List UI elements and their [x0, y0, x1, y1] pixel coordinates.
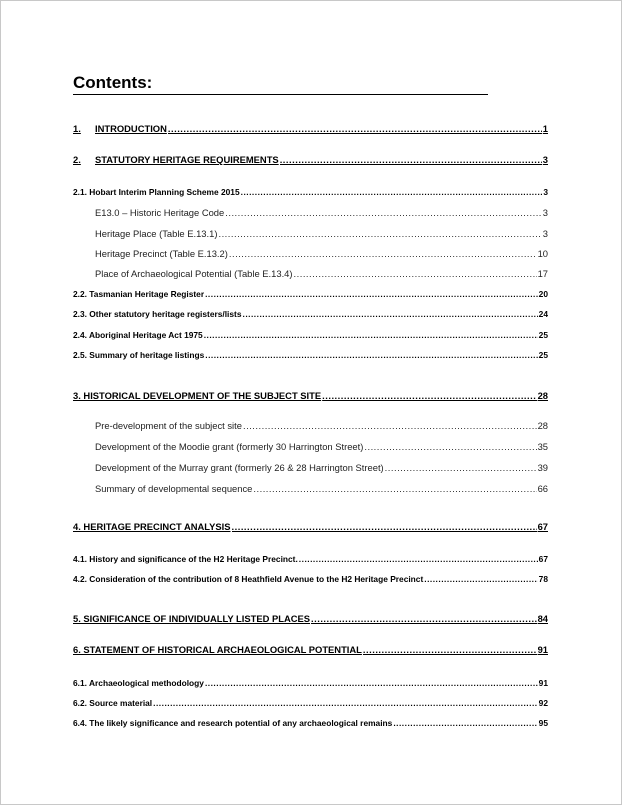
toc-page: 67: [538, 554, 548, 564]
toc-title: 2.3. Other statutory heritage registers/lists: [73, 309, 242, 319]
toc-entry-archaeological-potential[interactable]: [73, 643, 548, 656]
toc-number: 1.: [73, 123, 81, 134]
toc-leader: [229, 247, 537, 260]
toc-leader: [225, 206, 542, 219]
toc-entry-2-4[interactable]: [73, 329, 548, 342]
toc-leader: [153, 697, 538, 710]
toc-entry-2-5[interactable]: [73, 349, 548, 362]
toc-title: Pre-development of the subject site: [95, 420, 242, 431]
toc-leader: [299, 553, 538, 566]
toc-entry-4-1[interactable]: [73, 553, 548, 566]
toc-title: E13.0 – Historic Heritage Code: [95, 207, 225, 218]
toc-leader: [168, 122, 542, 135]
toc-leader: [280, 153, 542, 166]
toc-title: 6. STATEMENT OF HISTORICAL ARCHAEOLOGICAL POTENTIAL: [73, 644, 362, 655]
toc-entry-e13[interactable]: [95, 206, 548, 219]
toc-leader: [243, 419, 537, 432]
toc-leader: [205, 349, 537, 362]
toc-entry-introduction[interactable]: [73, 122, 548, 135]
toc-page: 95: [538, 718, 548, 728]
toc-leader: [424, 573, 537, 586]
toc-page: 91: [538, 678, 548, 688]
toc-entry-2-2[interactable]: [73, 288, 548, 301]
toc-title: 6.4. The likely significance and research potential of any archaeological remains: [73, 718, 393, 728]
toc-title: Development of the Murray grant (formerly 26 & 28 Harrington Street): [95, 462, 384, 473]
toc-leader: [364, 440, 536, 453]
toc-title: 4. HERITAGE PRECINCT ANALYSIS: [73, 521, 231, 532]
toc-page: 25: [538, 330, 548, 340]
toc-entry-6-2[interactable]: [73, 697, 548, 710]
toc-leader: [363, 643, 537, 656]
toc-title: INTRODUCTION: [95, 123, 167, 134]
toc-page: 35: [537, 441, 548, 452]
toc-title: Heritage Place (Table E.13.1): [95, 228, 218, 239]
toc-leader: [393, 717, 537, 730]
toc-leader: [241, 186, 543, 199]
toc-page: 39: [537, 462, 548, 473]
toc-title: Place of Archaeological Potential (Table E.13.4): [95, 268, 293, 279]
toc-entry-moodie-grant[interactable]: [95, 440, 548, 453]
toc-leader: [205, 677, 538, 690]
toc-leader: [311, 612, 537, 625]
toc-leader: [294, 267, 537, 280]
toc-page: 3: [542, 207, 548, 218]
contents-heading: Contents:: [73, 73, 488, 95]
toc-entry-summary-sequence[interactable]: [95, 482, 548, 495]
toc-title: Heritage Precinct (Table E.13.2): [95, 248, 228, 259]
toc-page: 3: [542, 154, 548, 165]
toc-page: 17: [537, 268, 548, 279]
toc-entry-precinct-analysis[interactable]: [73, 520, 548, 533]
toc-title: 5. SIGNIFICANCE OF INDIVIDUALLY LISTED PLACES: [73, 613, 311, 624]
toc-leader: [205, 288, 538, 301]
toc-page: 67: [537, 521, 548, 532]
toc-leader: [322, 389, 536, 402]
toc-entry-murray-grant[interactable]: [95, 461, 548, 474]
toc-entry-individually-listed[interactable]: [73, 612, 548, 625]
toc-title: 4.2. Consideration of the contribution of 8 Heathfield Avenue to the H2 Heritage Precinct: [73, 574, 424, 584]
toc-page: 1: [542, 123, 548, 134]
toc-entry-heritage-place[interactable]: [95, 227, 548, 240]
toc-title: 3. HISTORICAL DEVELOPMENT OF THE SUBJECT SITE: [73, 390, 322, 401]
toc-title: 4.1. History and significance of the H2 Heritage Precinct.: [73, 554, 298, 564]
toc-number: 2.: [73, 154, 81, 165]
toc-page: 25: [538, 350, 548, 360]
toc-title: 2.5. Summary of heritage listings: [73, 350, 205, 360]
toc-page: 91: [537, 644, 548, 655]
toc-entry-2-3[interactable]: [73, 308, 548, 321]
toc-leader: [243, 308, 538, 321]
toc-page: 84: [537, 613, 548, 624]
toc-entry-historical-development[interactable]: [73, 389, 548, 402]
toc-page: 3: [543, 187, 548, 197]
toc-entry-4-2[interactable]: [73, 573, 548, 586]
toc-page: 24: [538, 309, 548, 319]
toc-page: 28: [537, 420, 548, 431]
toc-title: 2.1. Hobart Interim Planning Scheme 2015: [73, 187, 240, 197]
toc-entry-6-4[interactable]: [73, 717, 548, 730]
toc-page: 20: [538, 289, 548, 299]
toc-leader: [232, 520, 537, 533]
toc-title: 6.2. Source material: [73, 698, 153, 708]
toc-entry-2-1[interactable]: [73, 186, 548, 199]
toc-page: 10: [537, 248, 548, 259]
toc-page: 66: [537, 483, 548, 494]
toc-page: 3: [542, 228, 548, 239]
toc-title: 2.2. Tasmanian Heritage Register: [73, 289, 205, 299]
toc-title: STATUTORY HERITAGE REQUIREMENTS: [95, 154, 279, 165]
toc-leader: [204, 329, 538, 342]
toc-title: Summary of developmental sequence: [95, 483, 253, 494]
toc-page: 92: [538, 698, 548, 708]
toc-title: 2.4. Aboriginal Heritage Act 1975: [73, 330, 203, 340]
toc-leader: [253, 482, 536, 495]
toc-title: 6.1. Archaeological methodology: [73, 678, 204, 688]
toc-page: 78: [538, 574, 548, 584]
toc-entry-archaeological-place[interactable]: [95, 267, 548, 280]
toc-entry-statutory-heritage[interactable]: [73, 153, 548, 166]
toc-page: 28: [537, 390, 548, 401]
toc-entry-pre-development[interactable]: [95, 419, 548, 432]
toc-entry-6-1[interactable]: [73, 677, 548, 690]
toc-entry-heritage-precinct[interactable]: [95, 247, 548, 260]
toc-leader: [385, 461, 537, 474]
toc-title: Development of the Moodie grant (formerly 30 Harrington Street): [95, 441, 364, 452]
toc-leader: [218, 227, 541, 240]
